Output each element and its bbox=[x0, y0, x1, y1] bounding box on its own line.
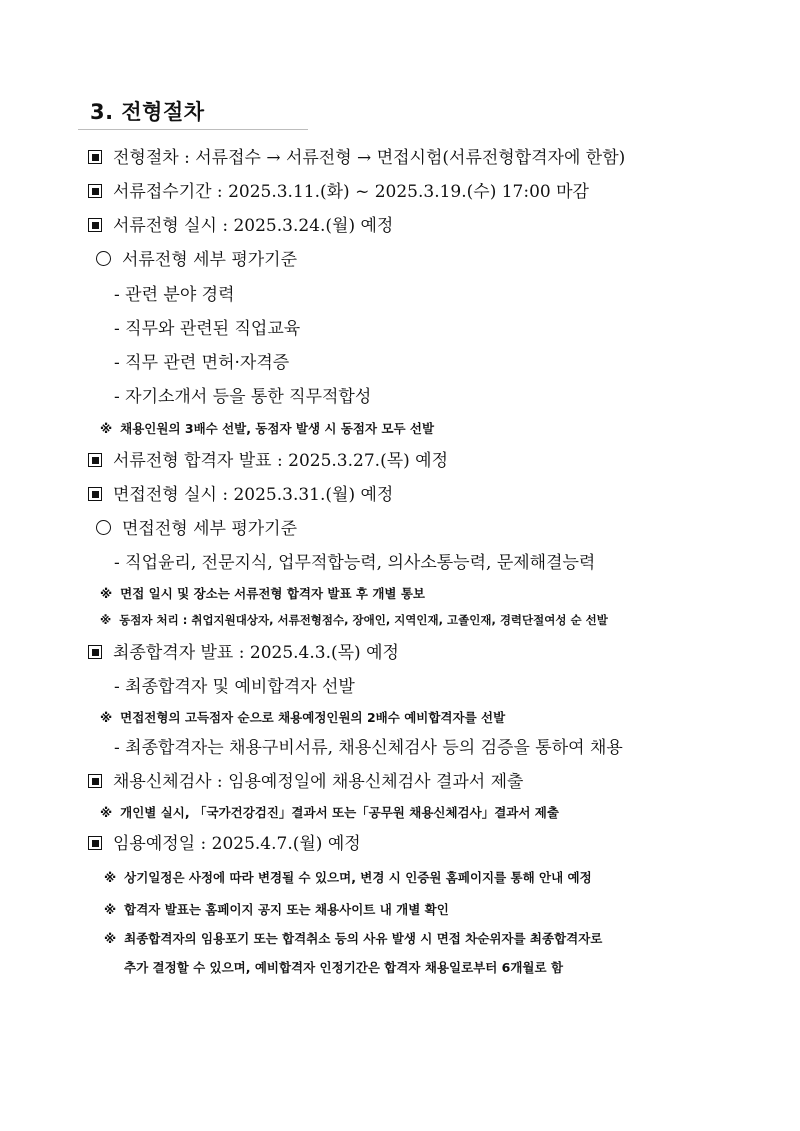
square-bullet-item bbox=[88, 829, 361, 854]
note-item bbox=[104, 929, 602, 947]
item-text: 서류전형 실시 : 2025.3.24.(월) 예정 bbox=[113, 216, 394, 236]
dash-item: - 자기소개서 등을 통한 직무적합성 bbox=[114, 387, 372, 407]
dash-item: - 직업윤리, 전문지식, 업무적합능력, 의사소통능력, 문제해결능력 bbox=[114, 553, 596, 573]
note-text: 개인별 실시, 「국가건강검진」결과서 또는「공무원 채용신체검사」결과서 제출 bbox=[120, 805, 559, 820]
dash-item: - 관련 분야 경력 bbox=[114, 285, 235, 305]
square-bullet-item bbox=[88, 480, 393, 505]
filled-square-icon bbox=[88, 774, 102, 788]
square-bullet-item bbox=[88, 211, 393, 236]
circle-bullet-item bbox=[96, 514, 297, 539]
note-mark: ※ bbox=[104, 902, 117, 917]
item-text: 서류전형 세부 평가기준 bbox=[122, 250, 298, 270]
note-item bbox=[100, 803, 559, 821]
note-item bbox=[104, 868, 592, 886]
item-text: 서류전형 합격자 발표 : 2025.3.27.(목) 예정 bbox=[113, 451, 448, 471]
note-mark: ※ bbox=[100, 421, 113, 436]
item-text: 전형절차 : 서류접수 → 서류전형 → 면접시험(서류전형합격자에 한함) bbox=[113, 148, 626, 168]
hollow-circle-icon bbox=[96, 251, 111, 266]
dash-item: - 최종합격자 및 예비합격자 선발 bbox=[114, 677, 355, 697]
filled-square-icon bbox=[88, 836, 102, 850]
item-text: 면접전형 세부 평가기준 bbox=[122, 519, 298, 539]
filled-square-icon bbox=[88, 184, 102, 198]
note-mark: ※ bbox=[100, 586, 113, 601]
note-mark: ※ bbox=[100, 613, 112, 627]
note-mark: ※ bbox=[104, 931, 117, 946]
note-mark: ※ bbox=[104, 870, 117, 885]
square-bullet-item bbox=[88, 143, 625, 168]
note-mark: ※ bbox=[100, 805, 113, 820]
note-text: 면접전형의 고득점자 순으로 채용예정인원의 2배수 예비합격자를 선발 bbox=[120, 710, 506, 725]
item-text: 면접전형 실시 : 2025.3.31.(월) 예정 bbox=[113, 485, 394, 505]
square-bullet-item bbox=[88, 767, 523, 792]
note-text: 채용인원의 3배수 선발, 동점자 발생 시 동점자 모두 선발 bbox=[120, 421, 435, 436]
title-underline bbox=[78, 129, 308, 130]
note-item bbox=[100, 708, 505, 726]
dash-item: - 직무 관련 면허·자격증 bbox=[114, 353, 290, 373]
item-text: 임용예정일 : 2025.4.7.(월) 예정 bbox=[113, 834, 361, 854]
filled-square-icon bbox=[88, 487, 102, 501]
note-text: 면접 일시 및 장소는 서류전형 합격자 발표 후 개별 통보 bbox=[120, 586, 425, 601]
note-item bbox=[100, 584, 425, 602]
square-bullet-item bbox=[88, 446, 448, 471]
section-title: 3. 전형절차 bbox=[90, 100, 205, 124]
item-text: 서류접수기간 : 2025.3.11.(화) ~ 2025.3.19.(수) 17:00 마감 bbox=[113, 182, 589, 202]
filled-square-icon bbox=[88, 453, 102, 467]
filled-square-icon bbox=[88, 218, 102, 232]
note-text: 동점자 처리 : 취업지원대상자, 서류전형점수, 장애인, 지역인재, 고졸인재, 경력단절여성 순 선발 bbox=[119, 613, 608, 627]
dash-item: - 직무와 관련된 직업교육 bbox=[114, 319, 301, 339]
note-item bbox=[104, 900, 449, 918]
square-bullet-item bbox=[88, 638, 399, 663]
item-text: 채용신체검사 : 임용예정일에 채용신체검사 결과서 제출 bbox=[113, 772, 524, 792]
square-bullet-item bbox=[88, 177, 589, 202]
filled-square-icon bbox=[88, 645, 102, 659]
dash-item: - 최종합격자는 채용구비서류, 채용신체검사 등의 검증을 통하여 채용 bbox=[114, 738, 623, 758]
note-item bbox=[100, 612, 608, 628]
note-text: 최종합격자의 임용포기 또는 합격취소 등의 사유 발생 시 면접 차순위자를 최종합격자로 bbox=[124, 931, 603, 946]
note-text: 상기일정은 사정에 따라 변경될 수 있으며, 변경 시 인증원 홈페이지를 통해 안내 예정 bbox=[124, 870, 592, 885]
hollow-circle-icon bbox=[96, 520, 111, 535]
filled-square-icon bbox=[88, 150, 102, 164]
circle-bullet-item bbox=[96, 245, 297, 270]
item-text: 최종합격자 발표 : 2025.4.3.(목) 예정 bbox=[113, 643, 399, 663]
note-continuation: 추가 결정할 수 있으며, 예비합격자 인정기간은 합격자 채용일로부터 6개월로 함 bbox=[124, 960, 564, 975]
note-text: 합격자 발표는 홈페이지 공지 또는 채용사이트 내 개별 확인 bbox=[124, 902, 449, 917]
note-mark: ※ bbox=[100, 710, 113, 725]
note-item bbox=[100, 419, 434, 437]
